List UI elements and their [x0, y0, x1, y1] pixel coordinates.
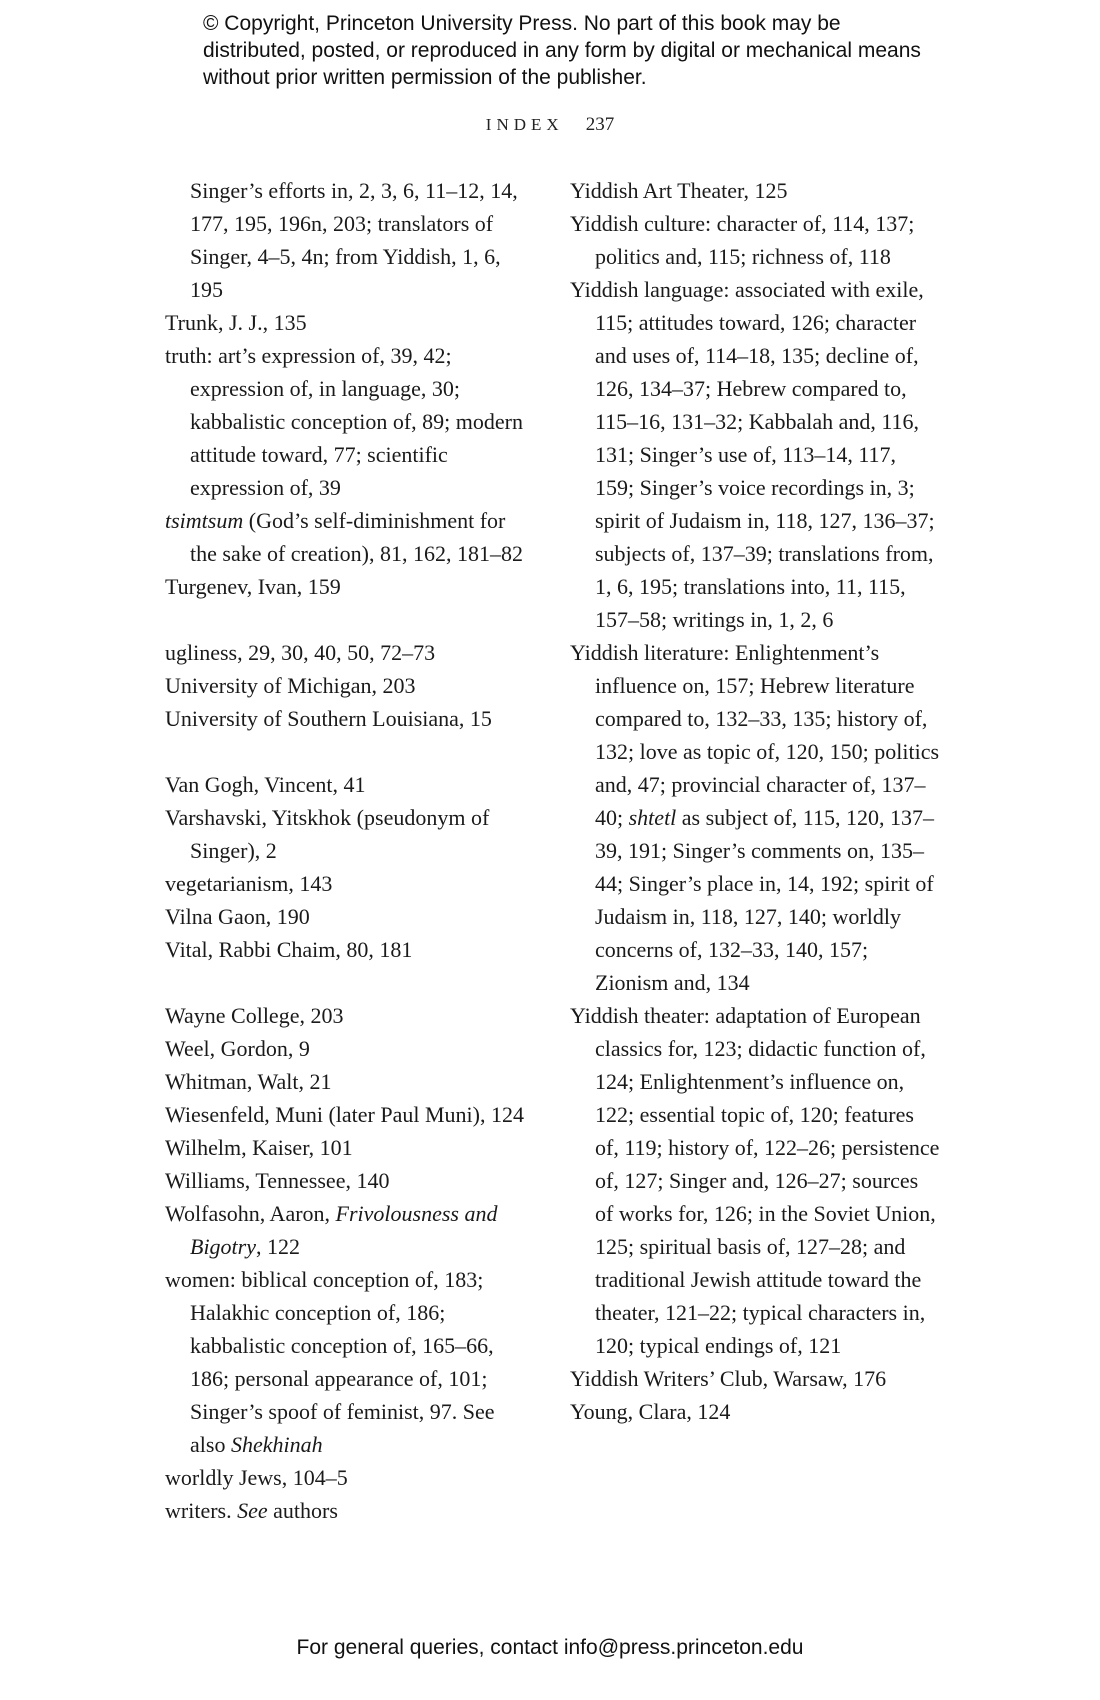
index-entry-text: Vital, Rabbi Chaim, 80, 181 [165, 937, 413, 962]
index-entry [165, 636, 533, 669]
index-entry-text: Singer’s efforts in, 2, 3, 6, 11–12, 14, 177, 195, 196n, 203; translators of Singer, 4–5, 4n; from Yiddish, 1, 6, 195 [190, 178, 518, 302]
index-entry-text: authors [267, 1498, 338, 1523]
index-entry [570, 1362, 940, 1395]
index-entry [165, 1164, 533, 1197]
index-entry [165, 867, 533, 900]
index-entry-text: Wilhelm, Kaiser, 101 [165, 1135, 353, 1160]
index-entry-text: worldly Jews, 104–5 [165, 1465, 348, 1490]
index-entry [165, 504, 533, 570]
index-entry-text: Varshavski, Yitskhok (pseudonym of Singer), 2 [165, 805, 490, 863]
index-entry [570, 273, 940, 636]
index-entry-text: Wayne College, 203 [165, 1003, 344, 1028]
index-entry [570, 636, 940, 999]
index-entry [570, 999, 940, 1362]
copyright-notice: © Copyright, Princeton University Press. No part of this book may be distributed, posted, or reproduced in any form by digital or mechanical means without prior written permission of the publisher. [203, 12, 921, 89]
index-entry [165, 999, 533, 1032]
index-entry-text: Yiddish literature: Enlightenment’s influence on, 157; Hebrew literature compared to, 132–33, 135; history of, 132; love as topic of, 120, 150; politics and, 47; provincial character of, 137–40; [570, 640, 940, 830]
index-entry [165, 1494, 533, 1527]
index-entry-text: Trunk, J. J., 135 [165, 310, 307, 335]
index-entry-italic: shtetl [628, 805, 677, 830]
index-entry-text: Vilna Gaon, 190 [165, 904, 310, 929]
index-entry-text: Williams, Tennessee, 140 [165, 1168, 390, 1193]
page-number: 237 [585, 114, 615, 135]
index-entry [165, 339, 533, 504]
footer-contact: For general queries, contact info@press.princeton.edu [296, 1636, 804, 1659]
letter-group-gap [165, 603, 533, 636]
index-entry [570, 207, 940, 273]
letter-group-gap [165, 735, 533, 768]
index-entry-text: (God’s self-diminishment for the sake of creation), 81, 162, 181–82 [190, 508, 523, 566]
index-entry [165, 900, 533, 933]
running-head-title: INDEX [485, 115, 564, 134]
index-column-right [570, 174, 940, 1428]
index-entry [165, 801, 533, 867]
index-entry [165, 669, 533, 702]
index-entry-text: vegetarianism, 143 [165, 871, 333, 896]
letter-group-gap [165, 966, 533, 999]
index-entry-text: , 122 [256, 1234, 300, 1259]
index-entry-text: Yiddish language: associated with exile, 115; attitudes toward, 126; character and uses of, 114–18, 135; decline of, 126, 134–37; Hebrew compared to, 115–16, 131–32; Kabbalah and, 116, 131; Singer’s use of, 113–14, 117, 159; Singer’s voice recordings in, 3; spirit of Judaism in, 118, 127, 136–37; subjects of, 137–39; translations from, 1, 6, 195; translations into, 11, 115, 157–58; writings in, 1, 2, 6 [570, 277, 935, 632]
index-entry [165, 1263, 533, 1461]
index-entry-italic: Shekhinah [230, 1432, 323, 1457]
index-column-left [165, 174, 533, 1527]
index-entry-text: Yiddish Art Theater, 125 [570, 178, 788, 203]
index-entry [165, 1131, 533, 1164]
index-entry-italic: Frivolousness and Bigotry [190, 1201, 498, 1259]
index-entry [165, 1065, 533, 1098]
index-entry-text: Yiddish Writers’ Club, Warsaw, 176 [570, 1366, 887, 1391]
index-entry [165, 1461, 533, 1494]
index-entry [570, 174, 940, 207]
index-entry-text: Weel, Gordon, 9 [165, 1036, 310, 1061]
index-entry [165, 702, 533, 735]
index-entry-text: truth: art’s expression of, 39, 42; expression of, in language, 30; kabbalistic conception of, 89; modern attitude toward, 77; scientific expression of, 39 [165, 343, 523, 500]
index-entry [165, 570, 533, 603]
running-head [0, 114, 1100, 136]
index-entry [165, 1032, 533, 1065]
index-entry [570, 1395, 940, 1428]
index-entry-text: as subject of, 115, 120, 137–39, 191; Singer’s comments on, 135–44; Singer’s place in, 14, 192; spirit of Judaism in, 118, 127, 140; worldly concerns of, 132–33, 140, 157; Zionism and, 134 [595, 805, 934, 995]
index-entry-text: University of Michigan, 203 [165, 673, 416, 698]
index-entry [165, 768, 533, 801]
index-entry-italic: tsimtsum [165, 508, 244, 533]
index-entry-text: women: biblical conception of, 183; Halakhic conception of, 186; kabbalistic conception of, 165–66, 186; personal appearance of, 101; Singer’s spoof of feminist, 97. See also [165, 1267, 495, 1457]
index-entry-text: Wiesenfeld, Muni (later Paul Muni), 124 [165, 1102, 524, 1127]
index-entry-text: Whitman, Walt, 21 [165, 1069, 332, 1094]
index-entry-italic: See [237, 1498, 268, 1523]
index-entry-text: ugliness, 29, 30, 40, 50, 72–73 [165, 640, 436, 665]
index-entry-text: Yiddish culture: character of, 114, 137; politics and, 115; richness of, 118 [570, 211, 915, 269]
index-entry-text: writers. [165, 1498, 238, 1523]
index-entry [165, 174, 533, 306]
index-entry-text: Yiddish theater: adaptation of European classics for, 123; didactic function of, 124; Enlightenment’s influence on, 122; essential topic of, 120; features of, 119; history of, 122–26; persistence of, 127; Singer and, 126–27; sources of works for, 126; in the Soviet Union, 125; spiritual basis of, 127–28; and traditional Jewish attitude toward the theater, 121–22; typical characters in, 120; typical endings of, 121 [570, 1003, 940, 1358]
index-entry-text: Turgenev, Ivan, 159 [165, 574, 341, 599]
index-entry-text: Van Gogh, Vincent, 41 [165, 772, 366, 797]
index-entry-text: Wolfasohn, Aaron, [165, 1201, 336, 1226]
index-entry [165, 1098, 533, 1131]
index-entry [165, 933, 533, 966]
index-entry [165, 306, 533, 339]
index-entry-text: Young, Clara, 124 [570, 1399, 731, 1424]
index-entry-text: University of Southern Louisiana, 15 [165, 706, 492, 731]
index-entry [165, 1197, 533, 1263]
